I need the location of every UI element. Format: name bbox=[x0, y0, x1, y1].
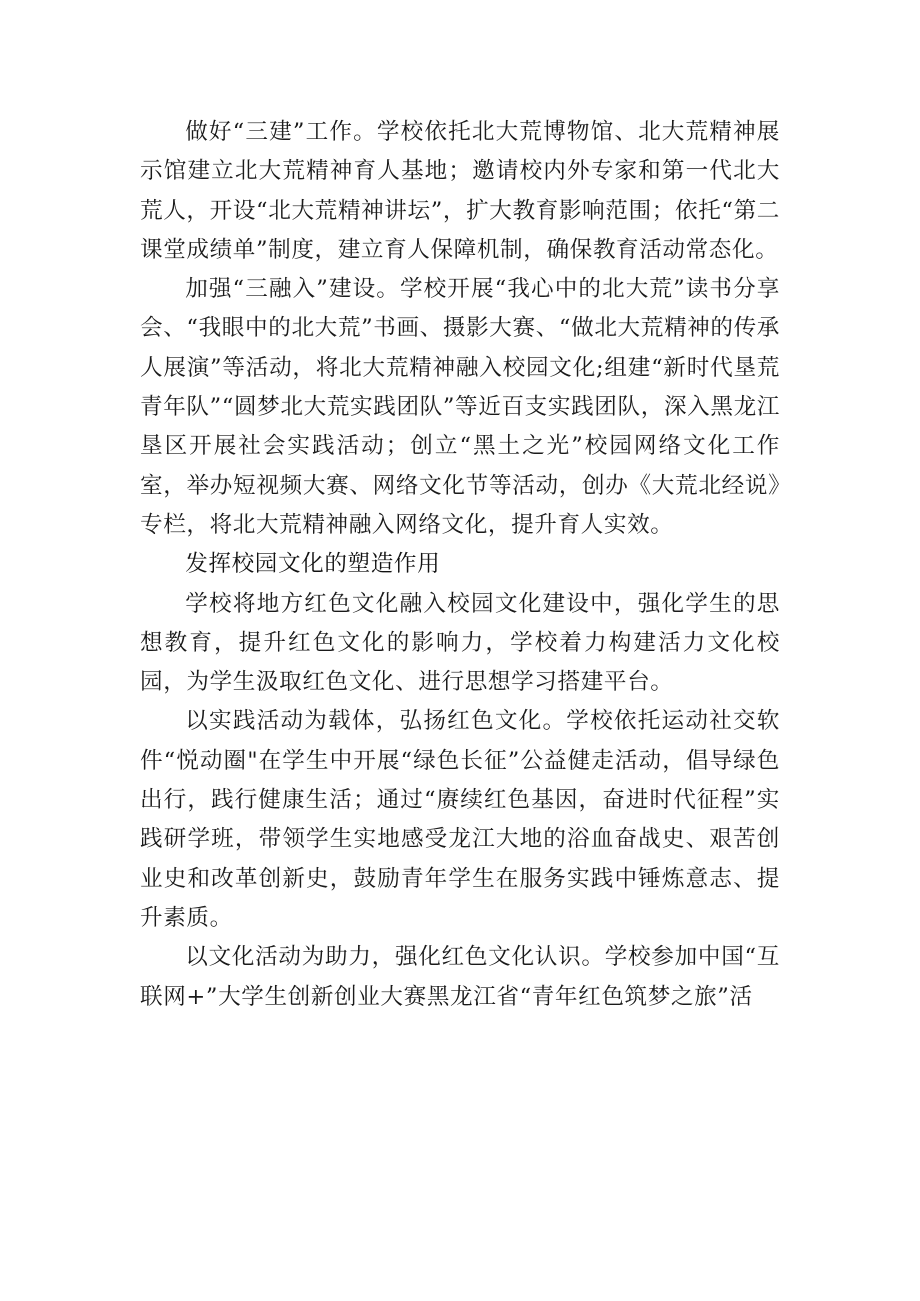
section-heading: 发挥校园文化的塑造作用 bbox=[185, 551, 441, 578]
paragraph-campus-culture: 学校将地方红色文化融入校园文化建设中，强化学生的思想教育，提升红色文化的影响力，学校着力构建活力文化校园，为学生汲取红色文化、进行思想学习搭建平台。 bbox=[140, 590, 780, 696]
document-body bbox=[140, 113, 780, 1017]
paragraph-three-integrations: 加强“三融入”建设。学校开展“我心中的北大荒”读书分享会、“我眼中的北大荒”书画、摄影大赛、“做北大荒精神的传承人展演”等活动，将北大荒精神融入校园文化;组建“新时代垦荒青年队”“圆梦北大荒实践团队”等近百支实践团队，深入黑龙江垦区开展社会实践活动；创立“黑土之光”校园网络文化工作室，举办短视频大赛、网络文化节等活动，创办《大荒北经说》专栏，将北大荒精神融入网络文化，提升育人实效。 bbox=[140, 276, 780, 538]
paragraph-cultural-activities: 以文化活动为助力，强化红色文化认识。学校参加中国“互联网+”大学生创新创业大赛黑龙江省“青年红色筑梦之旅”活 bbox=[140, 944, 780, 1010]
paragraph-practice-activities: 以实践活动为载体，弘扬红色文化。学校依托运动社交软件“悦动圈"在学生中开展“绿色长征”公益健走活动，倡导绿色出行，践行健康生活；通过“赓续红色基因，奋进时代征程”实践研学班，带领学生实地感受龙江大地的浴血奋战史、艰苦创业史和改革创新史，鼓励青年学生在服务实践中锤炼意志、提升素质。 bbox=[140, 708, 780, 931]
paragraph-three-constructions: 做好“三建”工作。学校依托北大荒博物馆、北大荒精神展示馆建立北大荒精神育人基地；邀请校内外专家和第一代北大荒人，开设“北大荒精神讲坛”，扩大教育影响范围；依托“第二课堂成绩单”制度，建立育人保障机制，确保教育活动常态化。 bbox=[140, 119, 780, 263]
